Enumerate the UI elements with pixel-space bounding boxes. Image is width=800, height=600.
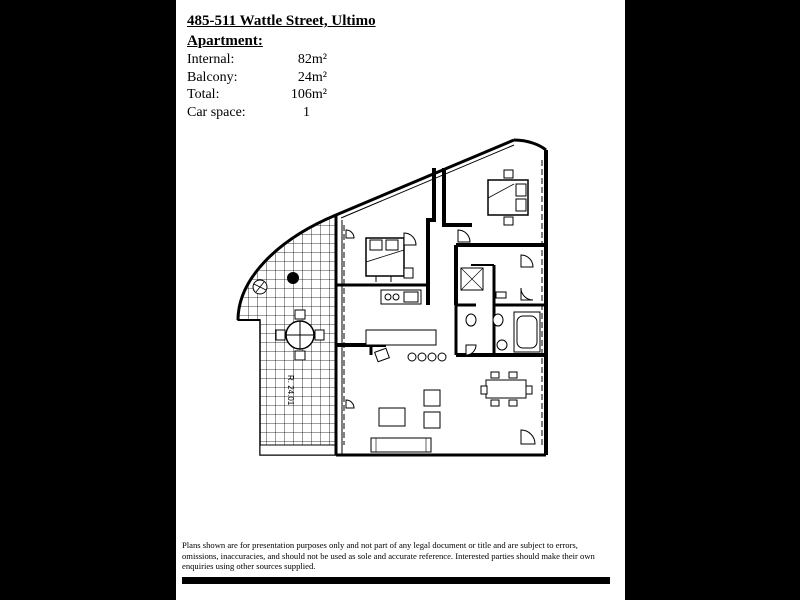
spec-label: Car space:: [187, 104, 246, 120]
spec-value: 1: [303, 104, 310, 120]
floor-plan-sheet: [176, 0, 625, 600]
spec-value: 82m²: [297, 52, 327, 67]
kitchen: [366, 290, 446, 362]
dining-set: [481, 372, 532, 406]
spec-value: 106m²: [290, 87, 327, 102]
floor-plan-drawing: [176, 0, 625, 600]
section-title: Apartment:: [187, 33, 263, 49]
footer-rule: [182, 577, 610, 584]
balcony-label: R. 24.01: [286, 375, 295, 406]
planter: [287, 272, 299, 284]
bathroom-fixtures: [461, 268, 540, 352]
spec-label: Balcony:: [187, 69, 238, 85]
living-furniture: [371, 390, 440, 452]
spec-label: Internal:: [187, 52, 235, 67]
disclaimer-text: Plans shown are for presentation purposes only and not part of any legal document or title and are subject to errors, omissions, inaccuracies, and should not be used as sole and accurate reference. Interested parties should make their own enquiries using other sources supplied.: [182, 540, 595, 571]
balcony: [238, 215, 336, 455]
property-address: 485-511 Wattle Street, Ultimo: [187, 13, 376, 29]
bed-main: [488, 170, 528, 225]
spec-label: Total:: [187, 87, 220, 102]
spec-value: 24m²: [297, 69, 327, 85]
